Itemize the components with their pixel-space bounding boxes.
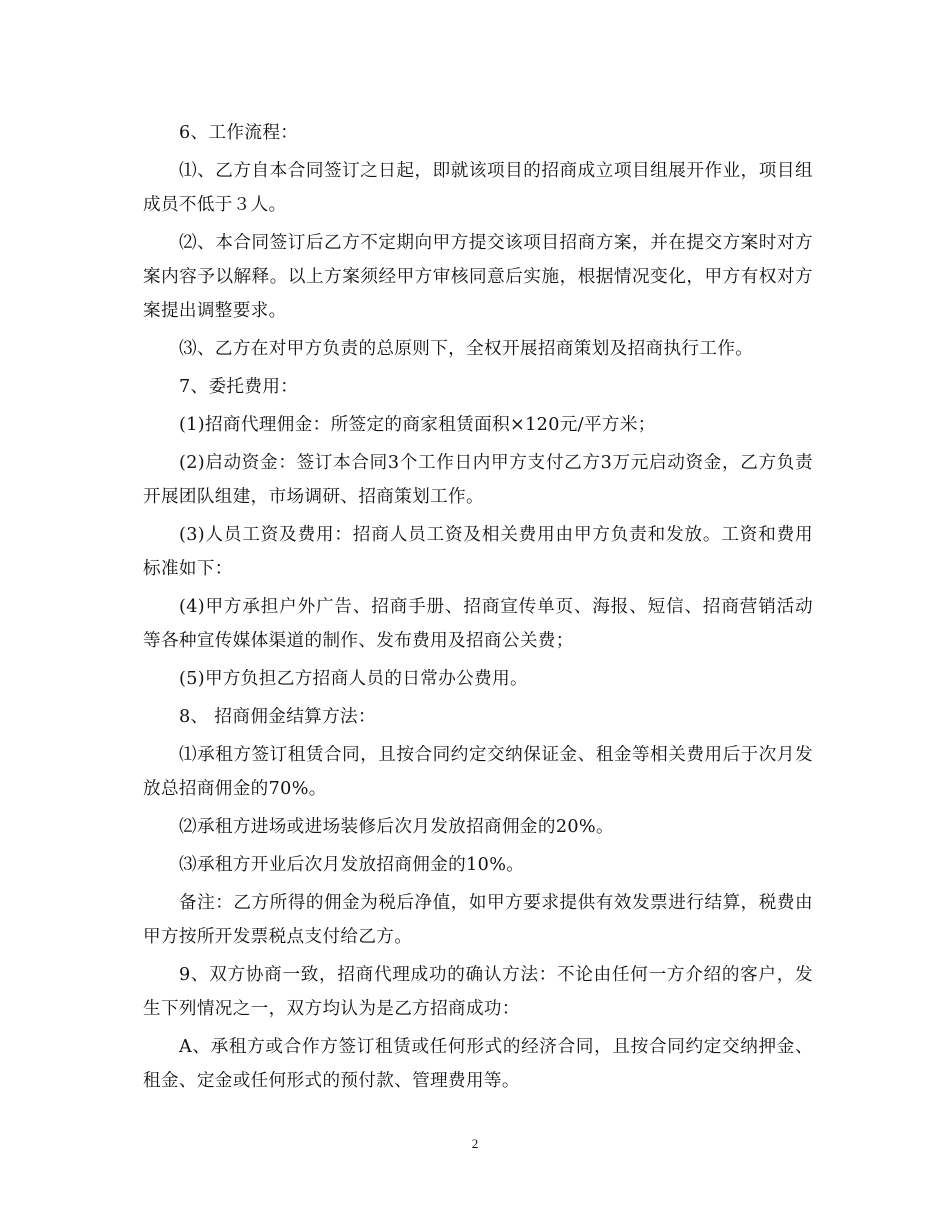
- section-7-item-1: (1)招商代理佣金：所签定的商家租赁面积×120元/平方米；: [179, 415, 656, 435]
- section-8-item-3: ⑶承租方开业后次月发放招商佣金的10%。: [179, 855, 525, 875]
- section-8-item-1: ⑴承租方签订租赁合同，且按合同约定交纳保证金、租金等相关费用后于次月发放总招商佣金的70%。: [143, 745, 813, 799]
- section-7-item-4: (4)甲方承担户外广告、招商手册、招商宣传单页、海报、短信、招商营销活动等各种宣传媒体渠道的制作、发布费用及招商公关费；: [143, 597, 813, 651]
- section-9-item-a: A、承租方或合作方签订租赁或任何形式的经济合同，且按合同约定交纳押金、租金、定金或任何形式的预付款、管理费用等。: [143, 1037, 813, 1091]
- section-7-item-5: (5)甲方负担乙方招商人员的日常办公费用。: [179, 669, 528, 689]
- section-7-item-2: (2)启动资金：签订本合同3个工作日内甲方支付乙方3万元启动资金，乙方负责开展团队组建，市场调研、招商策划工作。: [143, 453, 813, 507]
- section-6-heading: 6、工作流程：: [179, 123, 299, 143]
- section-6-item-3: ⑶、乙方在对甲方负责的总原则下，全权开展招商策划及招商执行工作。: [179, 339, 754, 359]
- section-7-heading: 7、委托费用：: [179, 377, 299, 397]
- section-8-item-2: ⑵承租方进场或进场装修后次月发放招商佣金的20%。: [179, 817, 614, 837]
- section-8-note: 备注：乙方所得的佣金为税后净值，如甲方要求提供有效发票进行结算，税费由甲方按所开发票税点支付给乙方。: [143, 893, 813, 947]
- document-body: [143, 116, 813, 1102]
- section-8-heading: 8、 招商佣金结算方法：: [179, 707, 376, 727]
- section-7-item-3: (3)人员工资及费用：招商人员工资及相关费用由甲方负责和发放。工资和费用标准如下：: [143, 525, 813, 579]
- section-9-heading: 9、双方协商一致，招商代理成功的确认方法：不论由任何一方介绍的客户，发生下列情况之一，双方均认为是乙方招商成功：: [143, 965, 813, 1019]
- page-number: 2: [471, 1136, 479, 1151]
- section-6-item-2: ⑵、本合同签订后乙方不定期向甲方提交该项目招商方案，并在提交方案时对方案内容予以解释。以上方案须经甲方审核同意后实施，根据情况变化，甲方有权对方案提出调整要求。: [143, 233, 813, 321]
- section-6-item-1: ⑴、乙方自本合同签订之日起，即就该项目的招商成立项目组展开作业，项目组成员不低于３人。: [143, 161, 813, 215]
